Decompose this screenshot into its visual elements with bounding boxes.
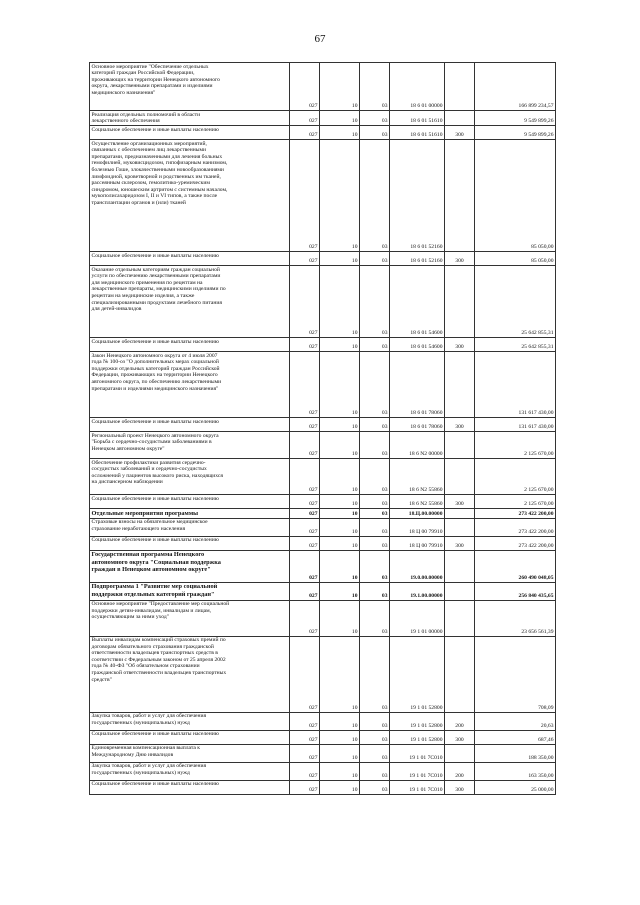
row-subsection-cell: 03 (360, 780, 390, 794)
row-expense-type-cell (445, 111, 475, 126)
row-name-cell: Социальное обеспечение и иные выплаты населению (90, 495, 290, 509)
row-target-article-cell: 19 1 01 52800 (390, 730, 445, 744)
table-row (90, 352, 556, 418)
row-subsection-cell: 03 (360, 495, 390, 509)
row-expense-type-cell (445, 600, 475, 636)
row-name-cell: Социальное обеспечение и иные выплаты населению (90, 730, 290, 744)
row-section-cell: 10 (320, 459, 360, 495)
table-row (90, 266, 556, 338)
row-admin-code-cell: 027 (290, 126, 320, 140)
row-amount-cell: 85 050,00 (475, 252, 556, 266)
row-expense-type-cell (445, 352, 475, 418)
row-section-cell: 10 (320, 636, 360, 712)
row-subsection-cell: 03 (360, 509, 390, 518)
row-amount-cell: 20,63 (475, 712, 556, 730)
row-subsection-cell: 03 (360, 730, 390, 744)
row-name-cell: Региональный проект Ненецкого автономного округа "Борьба с сердечно-сосудистыми заболеваниями в Ненецком автономном округе" (90, 432, 290, 459)
row-name-cell: Социальное обеспечение и иные выплаты населению (90, 126, 290, 140)
row-section-cell: 10 (320, 111, 360, 126)
row-expense-type-cell (445, 63, 475, 111)
row-expense-type-cell (445, 140, 475, 252)
row-amount-cell: 687,46 (475, 730, 556, 744)
row-section-cell: 10 (320, 352, 360, 418)
row-subsection-cell: 03 (360, 712, 390, 730)
table-row (90, 63, 556, 111)
table-row (90, 730, 556, 744)
row-expense-type-cell (445, 636, 475, 712)
row-amount-cell: 2 125 670,00 (475, 432, 556, 459)
row-expense-type-cell: 300 (445, 780, 475, 794)
row-name-cell: Отдельные мероприятия программы (90, 509, 290, 518)
row-subsection-cell: 03 (360, 252, 390, 266)
row-target-article-cell: 18 6 01 78060 (390, 418, 445, 432)
row-admin-code-cell: 027 (290, 636, 320, 712)
row-amount-cell: 273 422 200,00 (475, 536, 556, 550)
row-expense-type-cell: 200 (445, 762, 475, 780)
row-name-cell: Государственная программа Ненецкого автономного округа "Социальная поддержка граждан в Ненецком автономном округе" (90, 550, 290, 582)
row-admin-code-cell: 027 (290, 111, 320, 126)
row-section-cell: 10 (320, 418, 360, 432)
row-expense-type-cell: 300 (445, 418, 475, 432)
row-target-article-cell: 19.0.00.00000 (390, 550, 445, 582)
row-section-cell: 10 (320, 63, 360, 111)
row-section-cell: 10 (320, 509, 360, 518)
row-expense-type-cell: 300 (445, 536, 475, 550)
row-subsection-cell: 03 (360, 111, 390, 126)
row-amount-cell: 25 642 855,31 (475, 338, 556, 352)
row-name-cell: Закон Ненецкого автономного округа от 4 июля 2007 года № 100-оз "О дополнительных мерах социальной поддержки отдельных категорий граждан Российской Федерации, проживающих на территории Ненецкого автономного округа, по обеспечению лекарственными препаратами и изделиями медицинского назначения" (90, 352, 290, 418)
table-row (90, 509, 556, 518)
row-target-article-cell: 18 Ц 00 79910 (390, 518, 445, 536)
row-expense-type-cell (445, 550, 475, 582)
row-admin-code-cell: 027 (290, 730, 320, 744)
row-admin-code-cell: 027 (290, 550, 320, 582)
row-amount-cell: 9 549 899,26 (475, 126, 556, 140)
row-expense-type-cell (445, 509, 475, 518)
row-name-cell: Выплаты инвалидам компенсаций страховых премий по договорам обязательного страхования гражданской ответственности владельцев транспортных средств в соответствии с Федеральным законом от 25 апреля 2002 года № 40-ФЗ "Об обязательном страховании гражданской ответственности владельцев транспортных средств" (90, 636, 290, 712)
row-name-cell: Оказание отдельным категориям граждан социальной услуги по обеспечению лекарственными препаратами для медицинского применения по рецептам на лекарственные препараты, медицинскими изделиями по рецептам на медицинские изделия, а также специализированными продуктами лечебного питания для детей-инвалидов (90, 266, 290, 338)
row-name-cell: Закупка товаров, работ и услуг для обеспечения государственных (муниципальных) нужд (90, 712, 290, 730)
row-admin-code-cell: 027 (290, 600, 320, 636)
row-name-cell: Обеспечение профилактики развития сердечно- сосудистых заболеваний и сердечно-сосудистых осложнений у пациентов высокого риска, находящихся на диспансерном наблюдении (90, 459, 290, 495)
row-section-cell: 10 (320, 140, 360, 252)
row-amount-cell: 166 899 234,57 (475, 63, 556, 111)
row-subsection-cell: 03 (360, 63, 390, 111)
row-section-cell: 10 (320, 744, 360, 762)
row-target-article-cell: 18 6 01 54600 (390, 338, 445, 352)
table-row (90, 495, 556, 509)
row-subsection-cell: 03 (360, 536, 390, 550)
row-expense-type-cell (445, 582, 475, 600)
row-subsection-cell: 03 (360, 140, 390, 252)
table-row (90, 432, 556, 459)
row-amount-cell: 2 125 670,00 (475, 459, 556, 495)
table-row (90, 338, 556, 352)
row-amount-cell: 256 840 435,65 (475, 582, 556, 600)
table-row (90, 111, 556, 126)
row-section-cell: 10 (320, 550, 360, 582)
row-amount-cell: 2 125 670,00 (475, 495, 556, 509)
row-section-cell: 10 (320, 252, 360, 266)
row-expense-type-cell: 300 (445, 730, 475, 744)
row-target-article-cell: 18 Ц 00 79910 (390, 536, 445, 550)
row-admin-code-cell: 027 (290, 338, 320, 352)
row-name-cell: Подпрограмма 1 "Развитие мер социальной поддержки отдельных категорий граждан" (90, 582, 290, 600)
row-name-cell: Реализация отдельных полномочий в области лекарственного обеспечения (90, 111, 290, 126)
row-target-article-cell: 18 6 01 52160 (390, 252, 445, 266)
table-row (90, 252, 556, 266)
row-name-cell: Закупка товаров, работ и услуг для обеспечения государственных (муниципальных) нужд (90, 762, 290, 780)
row-section-cell: 10 (320, 712, 360, 730)
row-admin-code-cell: 027 (290, 495, 320, 509)
row-subsection-cell: 03 (360, 582, 390, 600)
row-name-cell: Единовременная компенсационная выплата к Международному Дню инвалидов (90, 744, 290, 762)
row-expense-type-cell (445, 266, 475, 338)
table-row (90, 126, 556, 140)
table-row (90, 418, 556, 432)
row-amount-cell: 25 642 855,31 (475, 266, 556, 338)
row-target-article-cell: 18 6 01 52160 (390, 140, 445, 252)
table-row (90, 744, 556, 762)
row-admin-code-cell: 027 (290, 536, 320, 550)
row-target-article-cell: 19.1.00.00000 (390, 582, 445, 600)
table-row (90, 459, 556, 495)
row-admin-code-cell: 027 (290, 582, 320, 600)
row-target-article-cell: 18 6 N2 55860 (390, 459, 445, 495)
row-subsection-cell: 03 (360, 550, 390, 582)
row-subsection-cell: 03 (360, 762, 390, 780)
row-amount-cell: 9 549 899,26 (475, 111, 556, 126)
row-target-article-cell: 18 6 01 51610 (390, 111, 445, 126)
row-admin-code-cell: 027 (290, 712, 320, 730)
row-subsection-cell: 03 (360, 432, 390, 459)
table-row (90, 780, 556, 794)
row-subsection-cell: 03 (360, 518, 390, 536)
row-target-article-cell: 18 6 01 51610 (390, 126, 445, 140)
row-name-cell: Социальное обеспечение и иные выплаты населению (90, 338, 290, 352)
table-row (90, 600, 556, 636)
row-admin-code-cell: 027 (290, 762, 320, 780)
table-row (90, 536, 556, 550)
row-subsection-cell: 03 (360, 126, 390, 140)
row-amount-cell: 708,09 (475, 636, 556, 712)
row-name-cell: Социальное обеспечение и иные выплаты населению (90, 418, 290, 432)
row-expense-type-cell: 300 (445, 495, 475, 509)
row-admin-code-cell: 027 (290, 352, 320, 418)
row-admin-code-cell: 027 (290, 432, 320, 459)
row-section-cell: 10 (320, 495, 360, 509)
row-admin-code-cell: 027 (290, 744, 320, 762)
row-target-article-cell: 18 6 01 00000 (390, 63, 445, 111)
row-amount-cell: 131 617 430,00 (475, 418, 556, 432)
row-subsection-cell: 03 (360, 266, 390, 338)
table-row (90, 518, 556, 536)
row-admin-code-cell: 027 (290, 518, 320, 536)
row-section-cell: 10 (320, 536, 360, 550)
row-expense-type-cell (445, 432, 475, 459)
row-admin-code-cell: 027 (290, 140, 320, 252)
row-amount-cell: 85 050,00 (475, 140, 556, 252)
row-admin-code-cell: 027 (290, 252, 320, 266)
row-name-cell: Социальное обеспечение и иные выплаты населению (90, 536, 290, 550)
row-expense-type-cell (445, 459, 475, 495)
row-expense-type-cell: 300 (445, 126, 475, 140)
row-section-cell: 10 (320, 338, 360, 352)
row-amount-cell: 273 422 200,00 (475, 518, 556, 536)
page-number: 67 (314, 33, 326, 45)
row-expense-type-cell: 200 (445, 712, 475, 730)
row-expense-type-cell (445, 518, 475, 536)
row-target-article-cell: 19 1 01 00000 (390, 600, 445, 636)
row-amount-cell: 25 000,00 (475, 780, 556, 794)
row-subsection-cell: 03 (360, 600, 390, 636)
row-amount-cell: 23 656 561,39 (475, 600, 556, 636)
row-subsection-cell: 03 (360, 338, 390, 352)
table-row (90, 550, 556, 582)
row-amount-cell: 131 617 430,00 (475, 352, 556, 418)
row-target-article-cell: 18.Ц.00.00000 (390, 509, 445, 518)
row-target-article-cell: 18 6 N2 00000 (390, 432, 445, 459)
row-section-cell: 10 (320, 432, 360, 459)
row-section-cell: 10 (320, 266, 360, 338)
row-expense-type-cell: 300 (445, 338, 475, 352)
row-section-cell: 10 (320, 126, 360, 140)
row-target-article-cell: 18 6 01 78060 (390, 352, 445, 418)
row-admin-code-cell: 027 (290, 418, 320, 432)
row-subsection-cell: 03 (360, 352, 390, 418)
row-target-article-cell: 19 1 01 7C010 (390, 744, 445, 762)
row-name-cell: Основное мероприятие "Обеспечение отдельных категорий граждан Российской Федерации, проживающих на территории Ненецкого автономного округа, лекарственными препаратами и изделиями медицинского назначения" (90, 63, 290, 111)
row-admin-code-cell: 027 (290, 509, 320, 518)
table-row (90, 140, 556, 252)
row-target-article-cell: 19 1 01 7C010 (390, 762, 445, 780)
row-admin-code-cell: 027 (290, 459, 320, 495)
row-section-cell: 10 (320, 582, 360, 600)
row-amount-cell: 260 490 048,05 (475, 550, 556, 582)
row-admin-code-cell: 027 (290, 63, 320, 111)
row-admin-code-cell: 027 (290, 266, 320, 338)
row-name-cell: Социальное обеспечение и иные выплаты населению (90, 780, 290, 794)
row-section-cell: 10 (320, 762, 360, 780)
row-target-article-cell: 19 1 01 52800 (390, 712, 445, 730)
row-target-article-cell: 19 1 01 7C010 (390, 780, 445, 794)
row-amount-cell: 188 350,00 (475, 744, 556, 762)
budget-table (89, 62, 556, 795)
row-name-cell: Социальное обеспечение и иные выплаты населению (90, 252, 290, 266)
table-row (90, 582, 556, 600)
row-expense-type-cell: 300 (445, 252, 475, 266)
row-section-cell: 10 (320, 730, 360, 744)
row-name-cell: Основное мероприятие "Предоставление мер социальной поддержки детям-инвалидам, инвалидам и лицам, осуществляющим за ними уход" (90, 600, 290, 636)
table-row (90, 712, 556, 730)
row-amount-cell: 273 422 200,00 (475, 509, 556, 518)
row-section-cell: 10 (320, 780, 360, 794)
row-target-article-cell: 19 1 01 52800 (390, 636, 445, 712)
table-row (90, 762, 556, 780)
row-amount-cell: 163 350,00 (475, 762, 556, 780)
table-row (90, 636, 556, 712)
row-subsection-cell: 03 (360, 418, 390, 432)
row-target-article-cell: 18 6 01 54600 (390, 266, 445, 338)
row-target-article-cell: 18 6 N2 55860 (390, 495, 445, 509)
row-subsection-cell: 03 (360, 459, 390, 495)
row-expense-type-cell (445, 744, 475, 762)
row-name-cell: Страховые взносы на обязательное медицинское страхование неработающего населения (90, 518, 290, 536)
row-subsection-cell: 03 (360, 636, 390, 712)
row-name-cell: Осуществление организационных мероприятий, связанных с обеспечением лиц лекарственными препаратами, предназначенными для лечения больных гемофилией, муковисцидозом, гипофизарным нанизмом, болезнью Гоше, злокачественными новообразованиями лимфоидной, кроветворной и родственных им тканей, рассеянным склерозом, гемолитико-уремическим синдромом, юношеским артритом с системным началом, мукополисахаридозом I, II и VI типов, а также после трансплантации органов и (или) тканей (90, 140, 290, 252)
row-admin-code-cell: 027 (290, 780, 320, 794)
row-section-cell: 10 (320, 518, 360, 536)
row-section-cell: 10 (320, 600, 360, 636)
row-subsection-cell: 03 (360, 744, 390, 762)
